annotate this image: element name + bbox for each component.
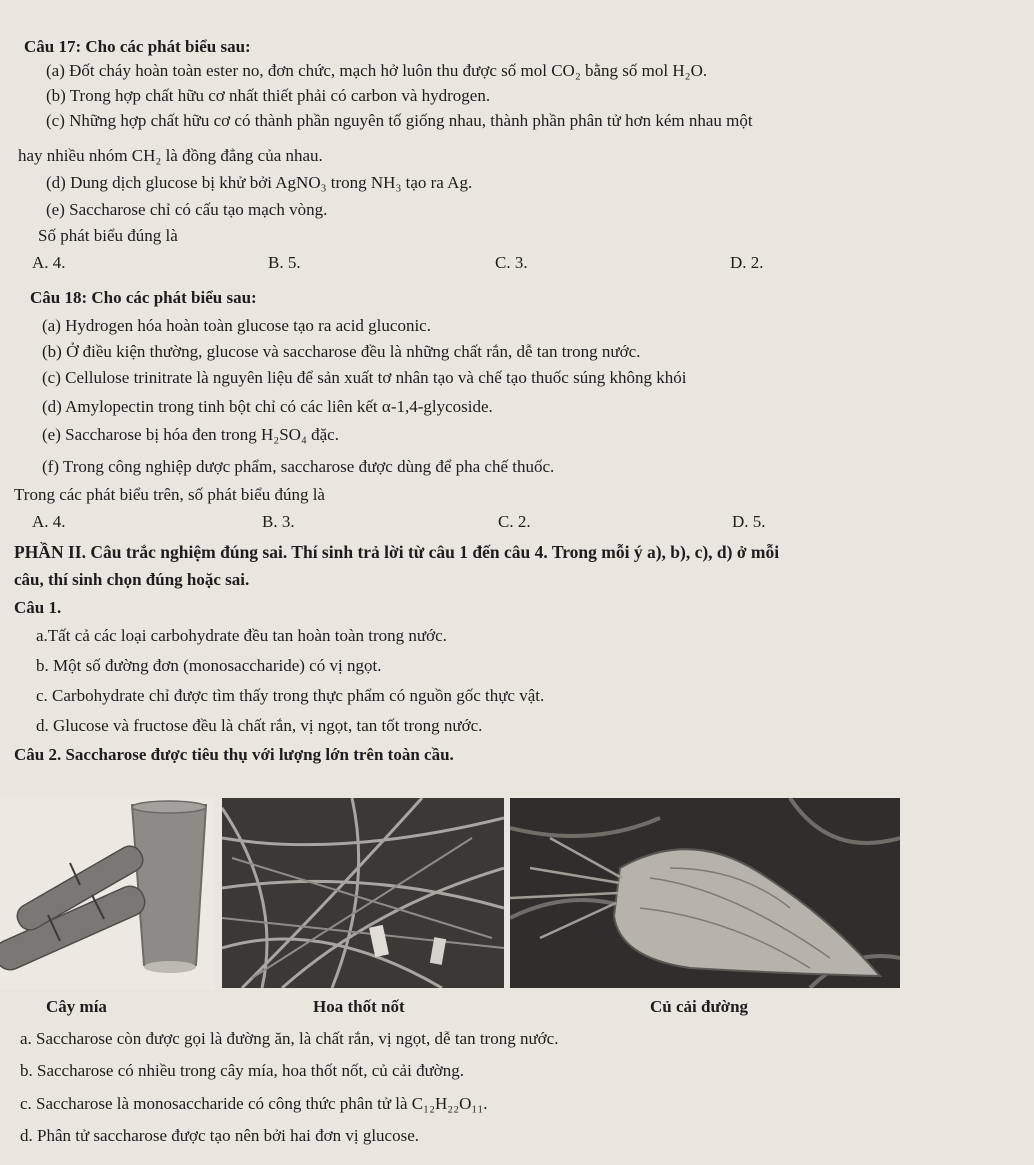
part2-q1-d: d. Glucose và fructose đều là chất rắn, vị ngọt, tan tốt trong nước.: [36, 716, 483, 735]
q18-option-a: A. 4.: [32, 512, 66, 531]
caption-sugarcane: Cây mía: [46, 997, 107, 1016]
part2-q2-b: b. Saccharose có nhiều trong cây mía, hoa thốt nốt, củ cải đường.: [20, 1061, 465, 1080]
part2-q2-d: d. Phân tử saccharose được tạo nên bởi hai đơn vị glucose.: [20, 1126, 419, 1145]
palm-flower-photo: [222, 798, 504, 988]
part2-q1-b: b. Một số đường đơn (monosaccharide) có vị ngọt.: [36, 656, 382, 675]
caption-palm-flower: Hoa thốt nốt: [313, 997, 405, 1016]
part2-q2-a: a. Saccharose còn được gọi là đường ăn, là chất rắn, vị ngọt, dễ tan trong nước.: [20, 1029, 559, 1048]
part2-q2-title: Câu 2. Saccharose được tiêu thụ với lượng lớn trên toàn cầu.: [14, 745, 454, 764]
q17-statement-c-line2: hay nhiều nhóm CH₂ là đồng đẳng của nhau.: [18, 146, 323, 165]
caption-sugar-beet: Củ cải đường: [650, 997, 749, 1016]
part2-q1-c: c. Carbohydrate chỉ được tìm thấy trong thực phẩm có nguồn gốc thực vật.: [36, 686, 545, 705]
q18-statement-d: (d) Amylopectin trong tinh bột chỉ có các liên kết α-1,4-glycoside.: [42, 397, 493, 416]
q18-statement-a: (a) Hydrogen hóa hoàn toàn glucose tạo ra acid gluconic.: [42, 316, 431, 335]
part2-q2-c: c. Saccharose là monosaccharide có công thức phân tử là C₁₂H₂₂O₁₁.: [20, 1094, 488, 1113]
q18-statement-b: (b) Ở điều kiện thường, glucose và saccharose đều là những chất rắn, dễ tan trong nước.: [42, 342, 641, 361]
q18-option-c: C. 2.: [498, 512, 531, 531]
photo-strip: [0, 795, 1034, 995]
q18-option-d: D. 5.: [732, 512, 766, 531]
sugarcane-photo: [0, 795, 215, 990]
q17-statement-a: (a) Đốt cháy hoàn toàn ester no, đơn chức, mạch hở luôn thu được số mol CO₂ bằng số mol H₂O.: [46, 61, 708, 80]
q18-statement-e: (e) Saccharose bị hóa đen trong H₂SO₄ đặc.: [42, 425, 339, 444]
part2-heading-line2: câu, thí sinh chọn đúng hoặc sai.: [14, 570, 250, 589]
q17-option-a: A. 4.: [32, 253, 66, 272]
q17-option-c: C. 3.: [495, 253, 528, 272]
q17-statement-d: (d) Dung dịch glucose bị khử bởi AgNO₃ trong NH₃ tạo ra Ag.: [46, 173, 473, 192]
q18-statement-c: (c) Cellulose trinitrate là nguyên liệu để sản xuất tơ nhân tạo và chế tạo thuốc súng không khói: [42, 368, 687, 387]
q18-title: Câu 18: Cho các phát biểu sau:: [30, 288, 257, 307]
q18-statement-f: (f) Trong công nghiệp dược phẩm, saccharose được dùng để pha chế thuốc.: [42, 457, 555, 476]
q18-option-b: B. 3.: [262, 512, 295, 531]
q17-statement-b: (b) Trong hợp chất hữu cơ nhất thiết phải có carbon và hydrogen.: [46, 86, 491, 105]
part2-heading-line1: PHẦN II. Câu trắc nghiệm đúng sai. Thí sinh trả lời từ câu 1 đến câu 4. Trong mỗi ý a), b), c), d) ở mỗi: [14, 542, 780, 562]
q17-option-d: D. 2.: [730, 253, 764, 272]
q17-statement-e: (e) Saccharose chỉ có cấu tạo mạch vòng.: [46, 200, 328, 219]
part2-q1-a: a.Tất cả các loại carbohydrate đều tan hoàn toàn trong nước.: [36, 626, 447, 645]
q18-prompt: Trong các phát biểu trên, số phát biểu đúng là: [14, 485, 325, 504]
q17-statement-c-line1: (c) Những hợp chất hữu cơ có thành phần nguyên tố giống nhau, thành phần phân tử hơn kém nhau một: [46, 111, 753, 130]
q17-option-b: B. 5.: [268, 253, 301, 272]
q17-title: Câu 17: Cho các phát biểu sau:: [24, 37, 251, 56]
sugar-beet-photo: [510, 798, 900, 988]
part2-q1-title: Câu 1.: [14, 598, 62, 617]
q17-prompt: Số phát biểu đúng là: [38, 226, 178, 245]
